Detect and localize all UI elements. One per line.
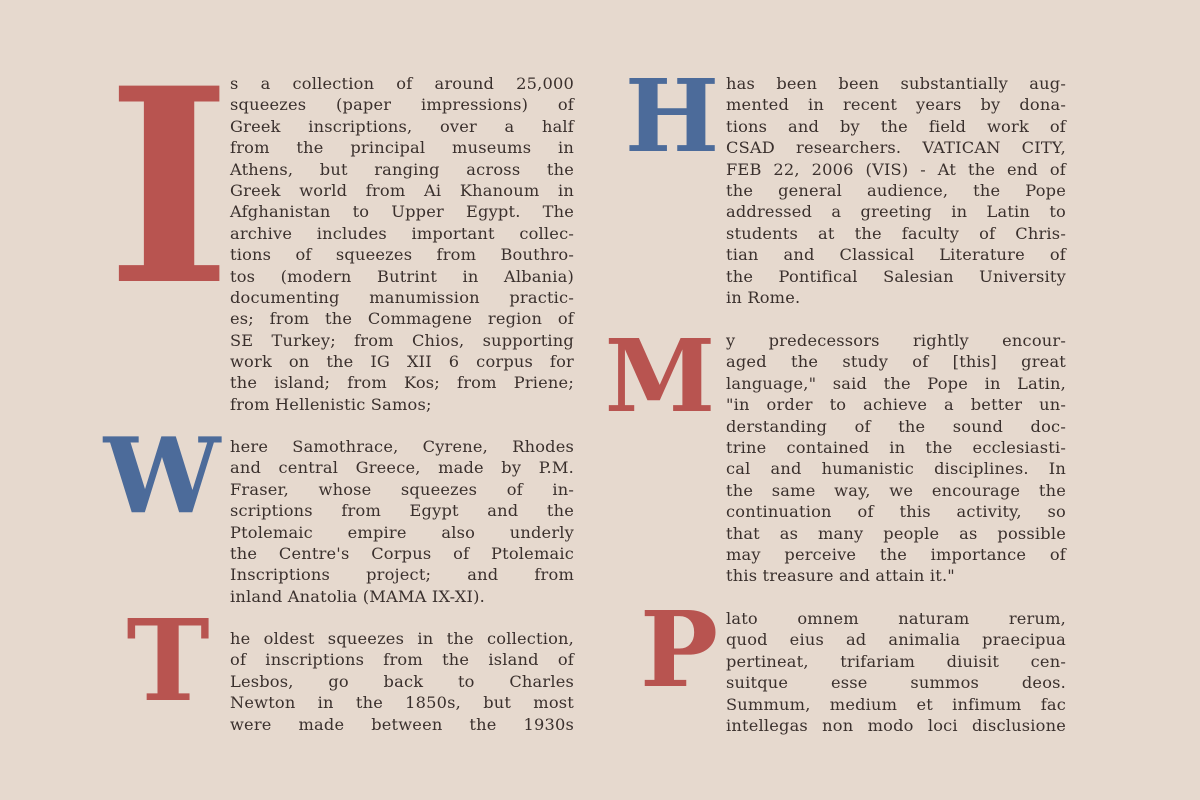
text-line: es; from the Commagene region of: [230, 309, 574, 329]
text-line: FEB 22, 2006 (VIS) - At the end of: [726, 159, 1066, 179]
text-line: tions of squeezes from Bouthro-: [230, 245, 574, 265]
text-line: Greek inscriptions, over a half: [230, 116, 574, 136]
text-line: the Pontifical Salesian University: [726, 266, 1066, 286]
text-line: y predecessors rightly encour-: [726, 331, 1066, 350]
text-line: were made between the 1930s: [230, 714, 574, 734]
text-line: continuation of this activity, so: [726, 502, 1066, 522]
text-line: may perceive the importance of: [726, 544, 1066, 564]
text-line: tions and by the field work of: [726, 116, 1066, 136]
text-line: Summum, medium et infimum fac: [726, 694, 1066, 714]
text-line: he oldest squeezes in the collection,: [230, 629, 574, 648]
text-line: SE Turkey; from Chios, supporting: [230, 330, 574, 350]
text-line: the general audience, the Pope: [726, 180, 1066, 200]
text-line: the Centre's Corpus of Ptolemaic: [230, 543, 574, 563]
text-line: aged the study of [this] great: [726, 352, 1066, 372]
drop-cap-i: I: [106, 30, 232, 345]
text-line: in Rome.: [726, 287, 801, 307]
text-line: language," said the Pope in Latin,: [726, 373, 1066, 393]
text-line: work on the IG XII 6 corpus for: [230, 352, 574, 372]
paragraph-2: [230, 436, 574, 607]
text-line: tos (modern Butrint in Albania): [230, 266, 574, 286]
text-line: intellegas non modo loci disclusione: [726, 715, 1066, 735]
text-line: mented in recent years by dona-: [726, 95, 1066, 115]
text-line: trine contained in the ecclesiasti-: [726, 437, 1066, 457]
text-line: inland Anatolia (MAMA IX-XI).: [230, 586, 485, 606]
text-line: from Hellenistic Samos;: [230, 394, 432, 414]
text-line: this treasure and attain it.": [726, 566, 955, 586]
text-line: archive includes important collec-: [230, 223, 574, 243]
text-line: of inscriptions from the island of: [230, 650, 574, 670]
text-line: documenting manumission practic-: [230, 287, 574, 307]
text-line: Ptolemaic empire also underly: [230, 522, 574, 542]
text-line: lato omnem naturam rerum,: [726, 609, 1066, 628]
text-line: s a collection of around 25,000: [230, 74, 574, 93]
text-line: addressed a greeting in Latin to: [726, 202, 1066, 222]
text-line: here Samothrace, Cyrene, Rhodes: [230, 437, 574, 456]
text-line: Inscriptions project; and from: [230, 565, 574, 585]
text-line: and central Greece, made by P.M.: [230, 458, 574, 478]
paragraph-4: [726, 73, 1066, 308]
text-line: Newton in the 1850s, but most: [230, 693, 574, 713]
drop-cap-h: H: [624, 57, 720, 175]
text-line: the same way, we encourage the: [726, 480, 1066, 500]
text-line: Athens, but ranging across the: [230, 159, 574, 179]
paragraph-5: [726, 330, 1066, 587]
text-line: Greek world from Ai Khanoum in: [230, 180, 574, 200]
drop-cap-p: P: [639, 588, 719, 711]
text-line: scriptions from Egypt and the: [230, 501, 574, 521]
text-line: CSAD researchers. VATICAN CITY,: [726, 138, 1066, 158]
drop-cap-t: T: [126, 596, 210, 727]
text-line: quod eius ad animalia praecipua: [726, 630, 1066, 650]
text-line: students at the faculty of Chris-: [726, 223, 1066, 243]
text-line: from the principal museums in: [230, 138, 574, 158]
text-line: Lesbos, go back to Charles: [230, 671, 574, 691]
text-line: Fraser, whose squeezes of in-: [230, 479, 574, 499]
text-line: "in order to achieve a better un-: [726, 395, 1066, 415]
text-line: that as many people as possible: [726, 523, 1066, 543]
text-line: Afghanistan to Upper Egypt. The: [230, 202, 574, 222]
text-line: tian and Classical Literature of: [726, 245, 1066, 265]
text-line: cal and humanistic disciplines. In: [726, 459, 1066, 479]
text-line: squeezes (paper impressions) of: [230, 95, 574, 115]
text-line: suitque esse summos deos.: [726, 673, 1066, 693]
paragraph-6: [726, 608, 1066, 736]
text-line: pertineat, trifariam diuisit cen-: [726, 651, 1066, 671]
text-line: the island; from Kos; from Priene;: [230, 373, 574, 393]
text-line: has been been substantially aug-: [726, 74, 1066, 93]
drop-cap-w: W: [103, 414, 221, 537]
paragraph-1: [230, 73, 574, 415]
drop-cap-m: M: [604, 317, 716, 435]
text-line: derstanding of the sound doc-: [726, 416, 1066, 436]
paragraph-3: [230, 628, 574, 735]
